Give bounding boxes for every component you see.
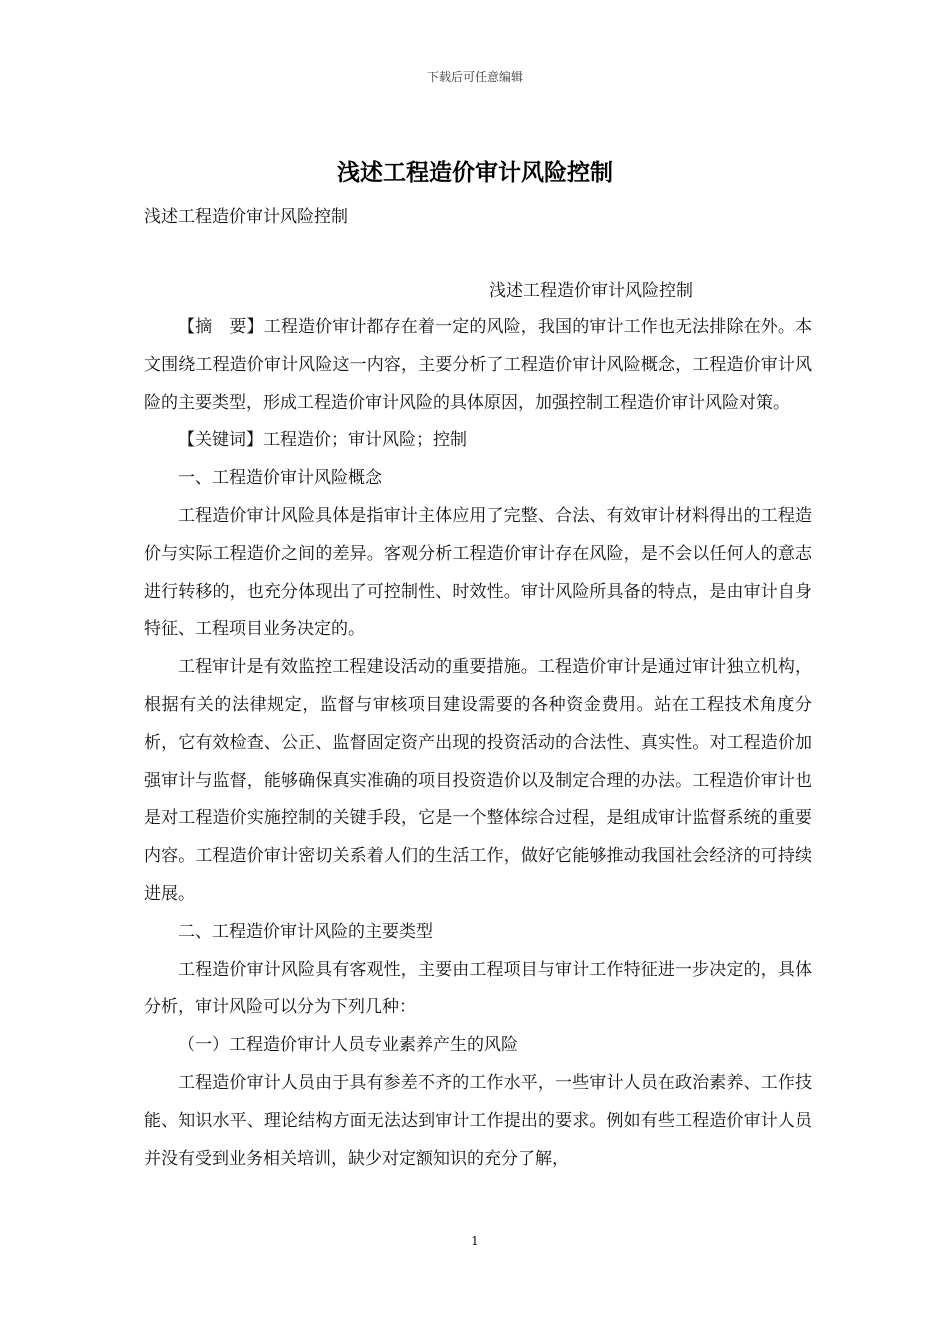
page-number: 1 (471, 1234, 479, 1248)
body-paragraph: 工程造价审计人员由于具有参差不齐的工作水平，一些审计人员在政治素养、工作技能、知识水平、理论结构方面无法达到审计工作提出的要求。例如有些工程造价审计人员并没有受到业务相关培训，缺少对定额知识的充分了解， (144, 1072, 812, 1169)
body-paragraph: 工程造价审计风险具有客观性，主要由工程项目与审计工作特征进一步决定的，具体分析，审计风险可以分为下列几种： (144, 959, 812, 1018)
document-subtitle: 浅述工程造价审计风险控制 (144, 207, 348, 227)
section-heading-1: 一、工程造价审计风险概念 (178, 468, 382, 489)
subsection-heading-1: （一）工程造价审计人员专业素养产生的风险 (178, 1035, 518, 1056)
body-paragraph: 工程造价审计风险具体是指审计主体应用了完整、合法、有效审计材料得出的工程造价与实际工程造价之间的差异。客观分析工程造价审计存在风险，是不会以任何人的意志进行转移的，也充分体现出了可控制性、时效性。审计风险所具备的特点，是由审计自身特征、工程项目业务决定的。 (144, 505, 812, 640)
document-body (144, 309, 812, 1178)
abstract-paragraph: 【摘 要】工程造价审计都存在着一定的风险，我国的审计工作也无法排除在外。本文围绕工程造价审计风险这一内容，主要分析了工程造价审计风险概念，工程造价审计风险的主要类型，形成工程造价审计风险的具体原因，加强控制工程造价审计风险对策。 (144, 317, 812, 413)
keywords-paragraph: 【关键词】工程造价；审计风险；控制 (178, 430, 467, 451)
article-inner-title: 浅述工程造价审计风险控制 (489, 281, 693, 301)
document-title: 浅述工程造价审计风险控制 (337, 159, 613, 186)
section-heading-2: 二、工程造价审计风险的主要类型 (178, 921, 433, 942)
body-paragraph: 工程审计是有效监控工程建设活动的重要措施。工程造价审计是通过审计独立机构，根据有关的法律规定，监督与审核项目建设需要的各种资金费用。站在工程技术角度分析，它有效检查、公正、监督固定资产出现的投资活动的合法性、真实性。对工程造价加强审计与监督，能够确保真实准确的项目投资造价以及制定合理的办法。工程造价审计也是对工程造价实施控制的关键手段，它是一个整体综合过程，是组成审计监督系统的重要内容。工程造价审计密切关系着人们的生活工作，做好它能够推动我国社会经济的可持续进展。 (144, 657, 812, 904)
header-note: 下载后可任意编辑 (426, 70, 523, 84)
